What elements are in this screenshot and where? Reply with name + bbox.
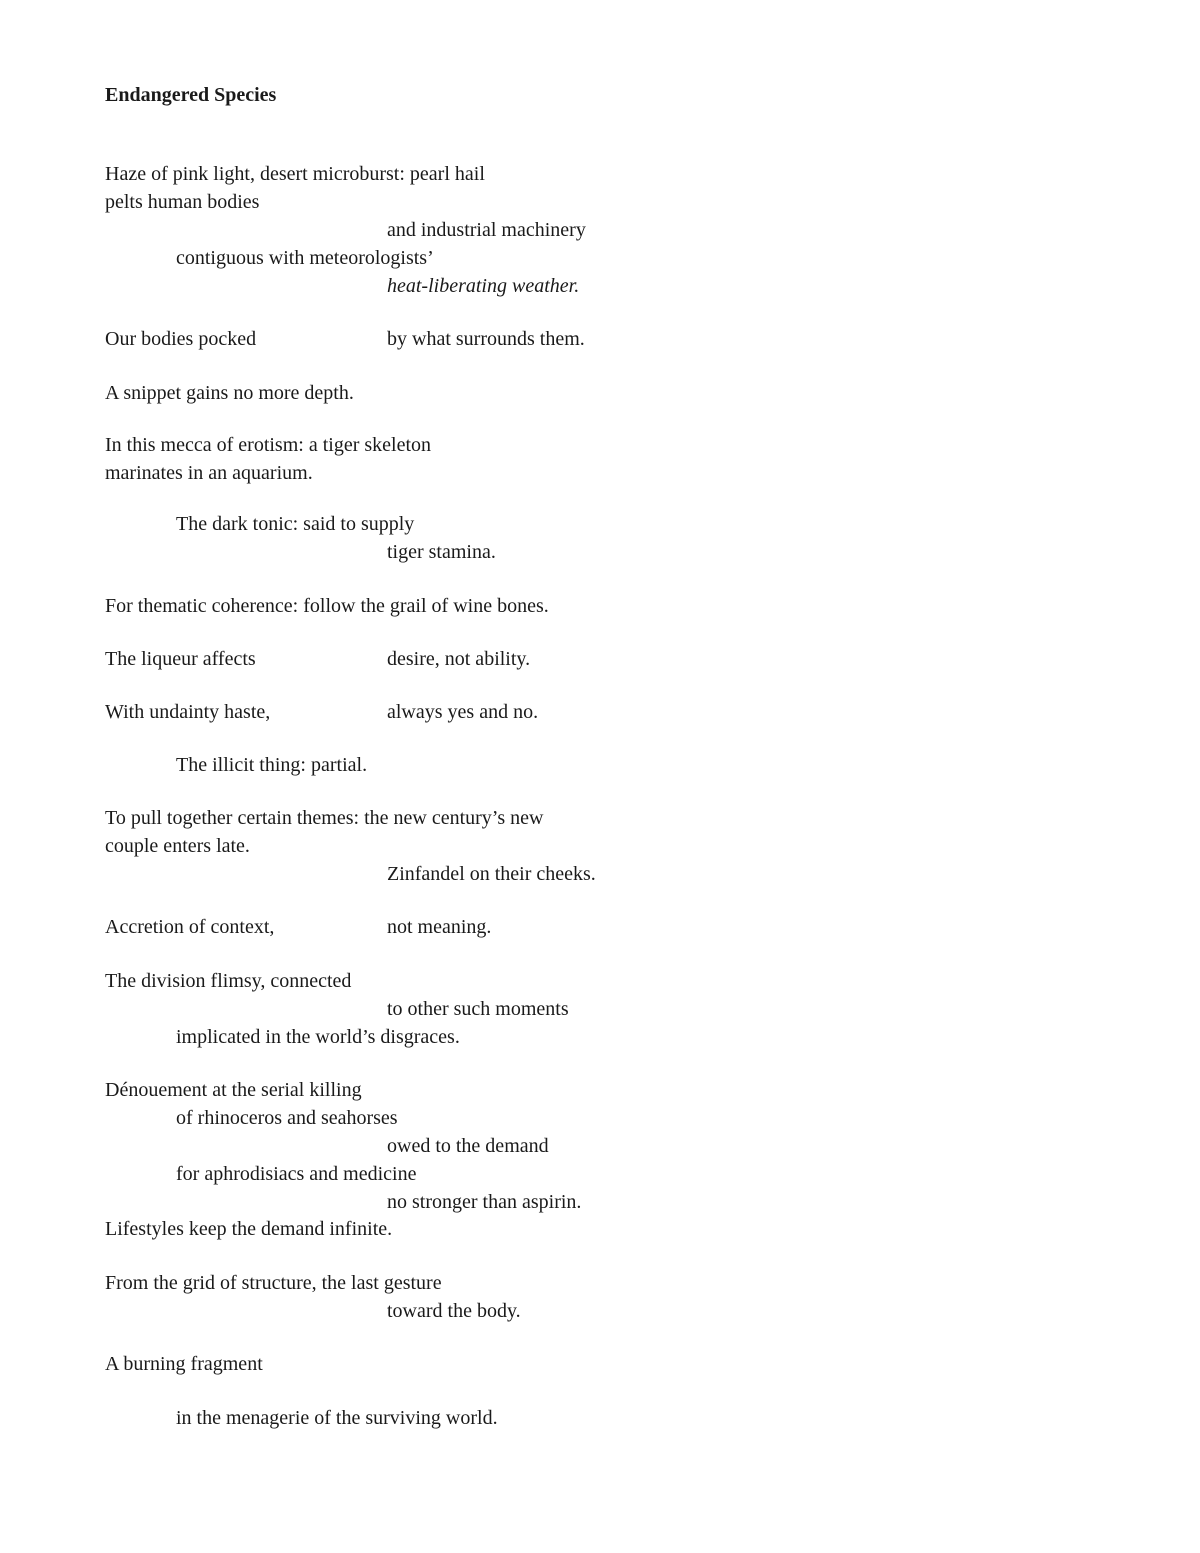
poem-line: To pull together certain themes: the new century’s new <box>105 807 544 829</box>
poem-line: Haze of pink light, desert microburst: pearl hail <box>105 163 485 185</box>
poem-line: in the menagerie of the surviving world. <box>176 1407 498 1429</box>
poem-line: For thematic coherence: follow the grail of wine bones. <box>105 595 549 617</box>
poem-line: no stronger than aspirin. <box>387 1191 582 1213</box>
poem-line: A burning fragment <box>105 1353 263 1375</box>
poem-line: marinates in an aquarium. <box>105 462 313 484</box>
poem-line: Accretion of context, <box>105 916 275 938</box>
poem-line: and industrial machinery <box>387 219 586 241</box>
poem-line: contiguous with meteorologists’ <box>176 247 434 269</box>
poem-line: owed to the demand <box>387 1135 549 1157</box>
poem-line-italic: heat-liberating weather. <box>387 275 580 297</box>
poem-line: by what surrounds them. <box>387 328 585 350</box>
poem-line: implicated in the world’s disgraces. <box>176 1026 460 1048</box>
poem-line: From the grid of structure, the last gesture <box>105 1272 442 1294</box>
poem-line: tiger stamina. <box>387 541 496 563</box>
poem-line: Dénouement at the serial killing <box>105 1079 362 1101</box>
poem-line: In this mecca of erotism: a tiger skeleton <box>105 434 432 456</box>
poem-line: always yes and no. <box>387 701 539 723</box>
poem-line: couple enters late. <box>105 835 250 857</box>
poem-line: Zinfandel on their cheeks. <box>387 863 596 885</box>
poem-line: for aphrodisiacs and medicine <box>176 1163 417 1185</box>
poem-line: Lifestyles keep the demand infinite. <box>105 1218 393 1240</box>
poem-line: not meaning. <box>387 916 492 938</box>
poem-line: The illicit thing: partial. <box>176 754 368 776</box>
poem-line: The division flimsy, connected <box>105 970 352 992</box>
poem-line: The dark tonic: said to supply <box>176 513 415 535</box>
poem-line: pelts human bodies <box>105 191 260 213</box>
poem-line: A snippet gains no more depth. <box>105 382 354 404</box>
poem-line: of rhinoceros and seahorses <box>176 1107 398 1129</box>
poem-line: toward the body. <box>387 1300 521 1322</box>
poem-line: With undainty haste, <box>105 701 271 723</box>
poem-line: The liqueur affects <box>105 648 256 670</box>
poem-title: Endangered Species <box>105 84 277 106</box>
poem-line: desire, not ability. <box>387 648 531 670</box>
poem-line: Our bodies pocked <box>105 328 257 350</box>
poem-line: to other such moments <box>387 998 569 1020</box>
